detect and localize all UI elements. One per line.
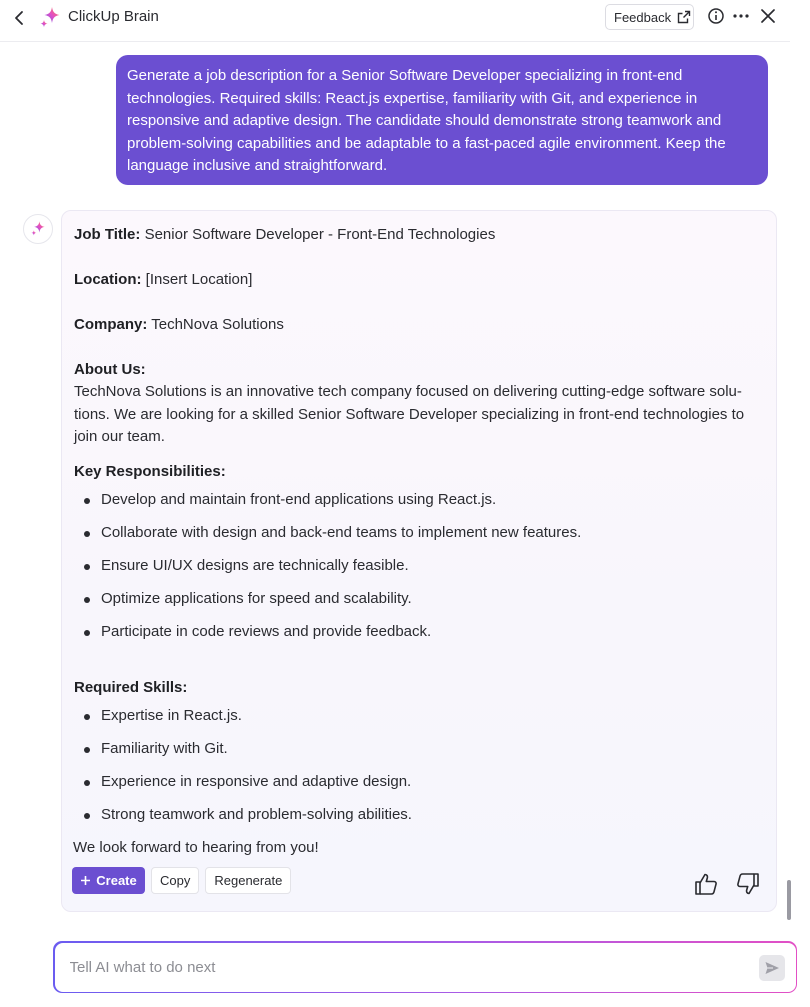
list-item: Ensure UI/UX designs are technically feasible. — [74, 555, 746, 588]
regenerate-label: Regenerate — [214, 873, 283, 888]
prompt-inner — [55, 943, 796, 992]
job-title-value: Senior Software Developer - Front-End Technologies — [144, 226, 496, 243]
feedback-label: Feedback — [614, 9, 672, 25]
create-button[interactable] — [72, 867, 145, 894]
feedback-button[interactable] — [605, 4, 694, 30]
plus-icon — [80, 875, 91, 886]
list-item: Strong teamwork and problem-solving abilities. — [74, 804, 746, 837]
responsibilities-heading: Key Responsibilities: — [74, 463, 226, 480]
create-label: Create — [96, 873, 137, 888]
ai-response-card — [61, 210, 777, 912]
info-icon[interactable] — [707, 7, 725, 25]
header-bar — [0, 0, 790, 42]
company-label: Company: — [74, 316, 148, 333]
back-icon[interactable] — [10, 7, 28, 29]
scrollbar-thumb[interactable] — [787, 880, 791, 920]
closing-text: We look forward to hearing from you! — [73, 839, 319, 856]
about-heading: About Us: — [74, 361, 146, 378]
location-value: [Insert Location] — [145, 271, 253, 288]
send-icon — [764, 960, 780, 976]
responsibilities-list — [74, 489, 746, 654]
app-title: ClickUp Brain — [68, 8, 159, 25]
list-item: Collaborate with design and back-end teams to implement new features. — [74, 522, 746, 555]
thumbs-up-icon[interactable] — [693, 871, 719, 897]
prompt-box — [53, 941, 797, 993]
regenerate-button[interactable] — [205, 867, 291, 894]
clickup-brain-sparkle-icon — [38, 5, 62, 31]
copy-label: Copy — [160, 873, 191, 888]
sparkle-icon — [29, 220, 47, 238]
copy-button[interactable] — [151, 867, 199, 894]
company-line — [74, 314, 746, 337]
list-item: Experience in responsive and adaptive design. — [74, 771, 746, 804]
list-item: Develop and maintain front-end applications using React.js. — [74, 489, 746, 522]
response-actions — [72, 867, 291, 894]
list-item: Participate in code reviews and provide feedback. — [74, 621, 746, 654]
ai-avatar — [23, 214, 53, 244]
skills-list — [74, 705, 746, 837]
send-button[interactable] — [759, 955, 785, 981]
about-text: TechNova Solutions is an innovative tech company focused on delivering cutting-edge software solu-tions. We are looking for a skilled Senior Software Developer specializing in front-end technologies to join our team. — [74, 383, 745, 445]
company-value: TechNova Solutions — [151, 316, 284, 333]
user-message-bubble: Generate a job description for a Senior Software Developer specializing in front-end technologies. Required skills: React.js expertise, familiarity with Git, and experience in responsive and adaptive design. The candidate should demonstrate strong teamwork and problem-solving capabilities and be adaptable to a fast-paced agile environment. Keep the language inclusive and straightforward. — [116, 55, 768, 185]
list-item: Expertise in React.js. — [74, 705, 746, 738]
job-title-label: Job Title: — [74, 226, 141, 243]
location-label: Location: — [74, 271, 142, 288]
location-line — [74, 269, 746, 292]
skills-heading: Required Skills: — [74, 679, 188, 696]
job-title-line — [74, 224, 746, 247]
prompt-input[interactable] — [70, 943, 730, 992]
external-link-icon — [677, 10, 691, 24]
list-item: Familiarity with Git. — [74, 738, 746, 771]
more-options-icon[interactable] — [732, 7, 750, 25]
list-item: Optimize applications for speed and scalability. — [74, 588, 746, 621]
thumbs-down-icon[interactable] — [735, 871, 761, 897]
close-icon[interactable] — [759, 7, 777, 25]
